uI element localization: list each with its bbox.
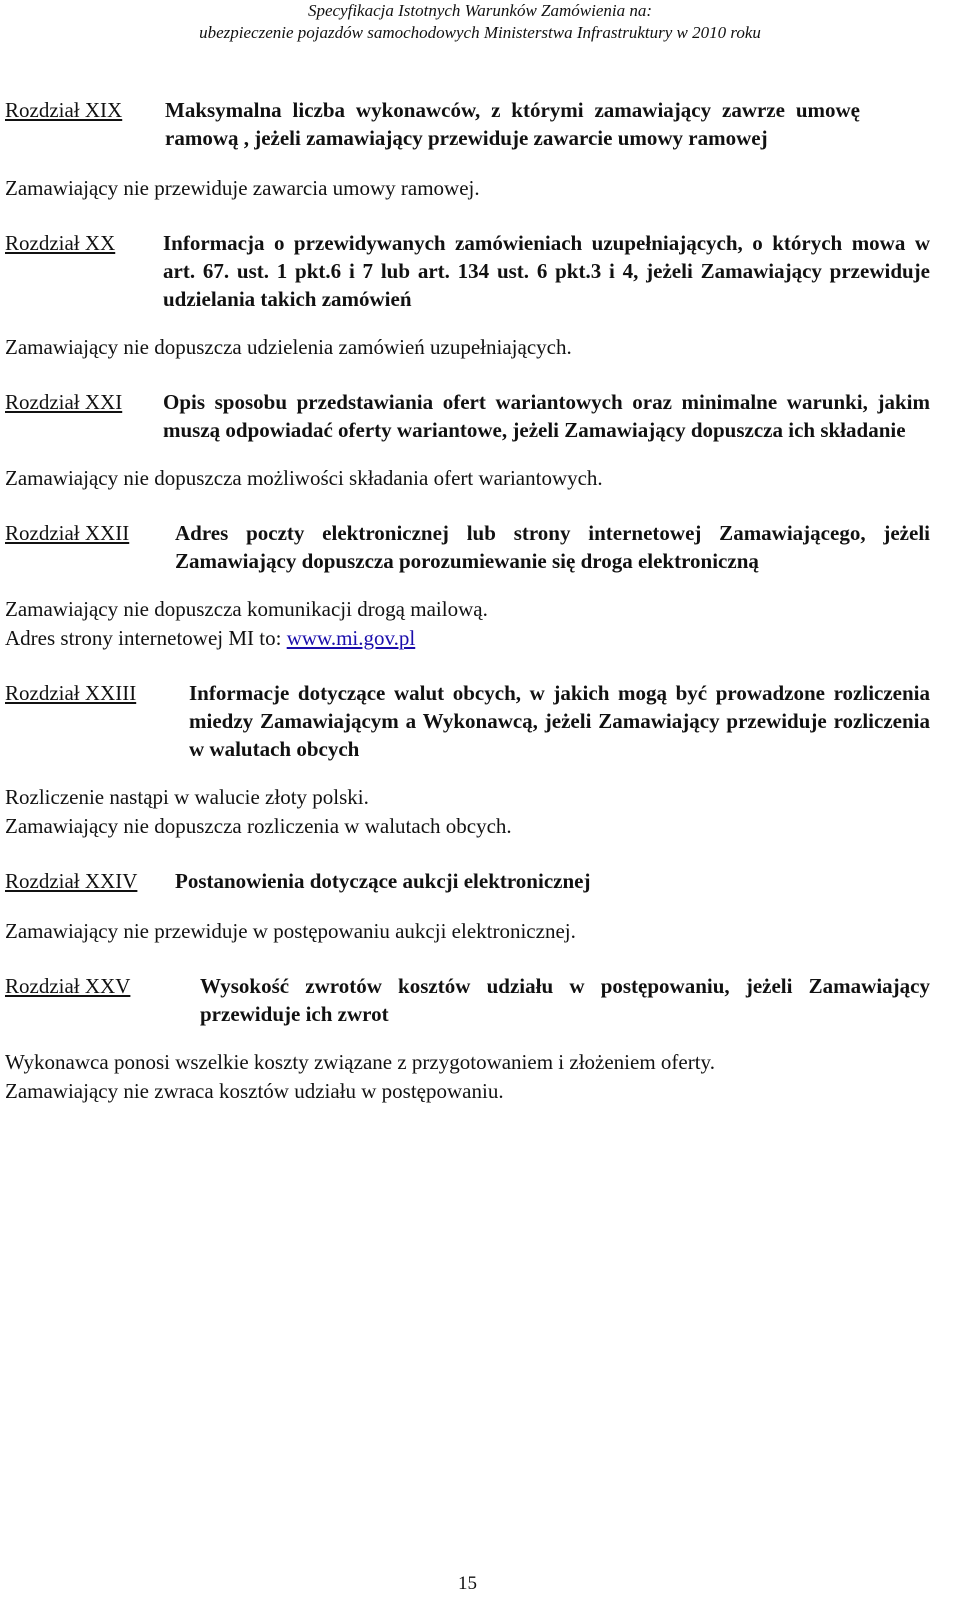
chapter-label: Rozdział XXII: [5, 521, 130, 545]
chapter-label: Rozdział XXIV: [5, 869, 138, 893]
chapter-title: Opis sposobu przedstawiania ofert wariantowych oraz minimalne warunki, jakim muszą odpowiadać oferty wariantowe, jeżeli Zamawiający dopuszcza ich składanie: [163, 390, 930, 442]
section-xx: [5, 229, 930, 362]
header-line-2: ubezpieczenie pojazdów samochodowych Ministerstwa Infrastruktury w 2010 roku: [199, 23, 761, 42]
section-body: [5, 464, 930, 493]
website-line: [5, 624, 930, 653]
section-body: [5, 333, 930, 362]
chapter-title: Informacje dotyczące walut obcych, w jakich mogą być prowadzone rozliczenia miedzy Zamawiającym a Wykonawcą, jeżeli Zamawiający przewiduje rozliczenia w walutach obcych: [189, 681, 930, 761]
paragraph: Rozliczenie nastąpi w walucie złoty polski.: [5, 785, 369, 809]
website-link[interactable]: www.mi.gov.pl: [286, 626, 416, 650]
chapter-heading: [5, 972, 930, 1028]
paragraph: Zamawiający nie dopuszcza możliwości składania ofert wariantowych.: [5, 466, 603, 490]
section-body: [5, 783, 930, 841]
paragraph: Zamawiający nie dopuszcza rozliczenia w walutach obcych.: [5, 814, 512, 838]
paragraph: Zamawiający nie dopuszcza komunikacji drogą mailową.: [5, 597, 488, 621]
chapter-title: Informacja o przewidywanych zamówieniach uzupełniających, o których mowa w art. 67. ust. 1 pkt.6 i 7 lub art. 134 ust. 6 pkt.3 i 4, jeżeli Zamawiający przewiduje udzielania takich zamówień: [163, 231, 930, 311]
chapter-title: Wysokość zwrotów kosztów udziału w postępowaniu, jeżeli Zamawiający przewiduje ich zwrot: [200, 974, 930, 1026]
chapter-title: Adres poczty elektronicznej lub strony internetowej Zamawiającego, jeżeli Zamawiający dopuszcza porozumiewanie się droga elektroniczną: [175, 521, 930, 573]
chapter-heading: [5, 867, 930, 895]
page-header: [0, 0, 960, 44]
chapter-title: Maksymalna liczba wykonawców, z którymi zamawiający zawrze umowę ramową , jeżeli zamawiający przewiduje zawarcie umowy ramowej: [165, 98, 860, 150]
section-body: [5, 595, 930, 653]
chapter-heading: [5, 679, 930, 763]
chapter-label: Rozdział XX: [5, 231, 116, 255]
chapter-label: Rozdział XXI: [5, 390, 123, 414]
chapter-label: Rozdział XXV: [5, 974, 131, 998]
chapter-title: Postanowienia dotyczące aukcji elektronicznej: [175, 869, 591, 893]
paragraph: Zamawiający nie przewiduje w postępowaniu aukcji elektronicznej.: [5, 919, 576, 943]
document-body: [5, 96, 930, 1106]
paragraph: Zamawiający nie dopuszcza udzielenia zamówień uzupełniających.: [5, 335, 572, 359]
section-body: [5, 174, 930, 203]
chapter-label: Rozdział XIX: [5, 98, 123, 122]
chapter-heading: [5, 96, 930, 152]
section-xix: [5, 96, 930, 203]
paragraph: Zamawiający nie zwraca kosztów udziału w postępowaniu.: [5, 1079, 504, 1103]
chapter-label: Rozdział XXIII: [5, 681, 137, 705]
chapter-heading: [5, 388, 930, 444]
section-body: [5, 1048, 930, 1106]
section-xxiv: [5, 867, 930, 946]
paragraph: Zamawiający nie przewiduje zawarcia umowy ramowej.: [5, 176, 480, 200]
page-number: 15: [458, 1573, 477, 1594]
paragraph: Wykonawca ponosi wszelkie koszty związane z przygotowaniem i złożeniem oferty.: [5, 1050, 715, 1074]
chapter-heading: [5, 229, 930, 313]
section-xxii: [5, 519, 930, 653]
section-xxiii: [5, 679, 930, 841]
section-xxi: [5, 388, 930, 493]
website-label: Adres strony internetowej MI to:: [5, 626, 287, 650]
header-line-1: Specyfikacja Istotnych Warunków Zamówienia na:: [307, 1, 653, 20]
section-xxv: [5, 972, 930, 1106]
chapter-heading: [5, 519, 930, 575]
section-body: [5, 917, 930, 946]
